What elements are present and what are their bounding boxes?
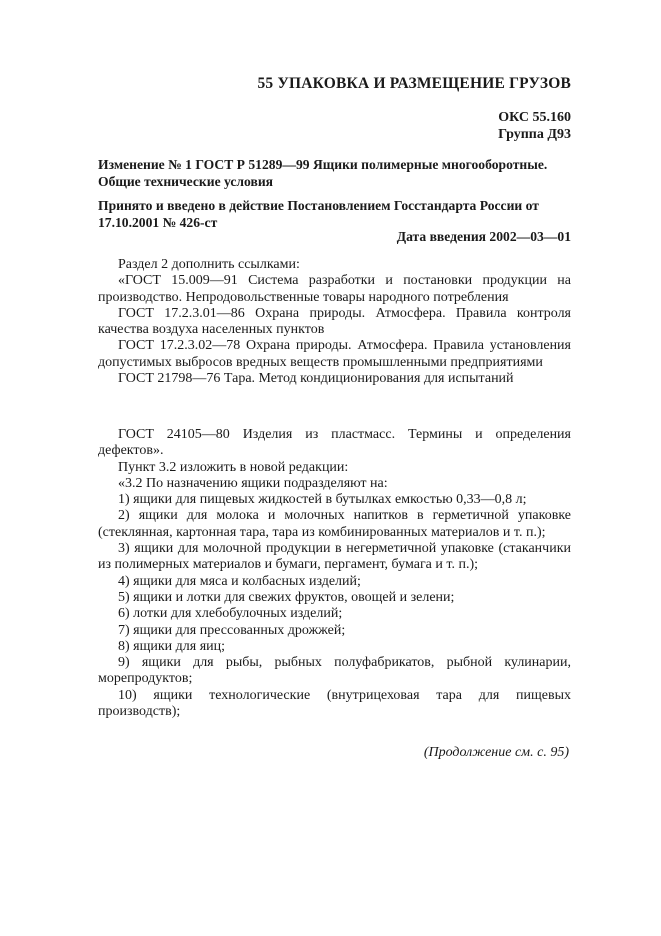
reference-paragraph: ГОСТ 17.2.3.01—86 Охрана природы. Атмосфера. Правила контроля качества воздуха населенных пунктов <box>98 305 571 338</box>
okc-code: ОКС 55.160 <box>498 110 571 125</box>
amendment-body-part-1 <box>98 257 571 387</box>
list-item: 4) ящики для мяса и колбасных изделий; <box>118 573 361 589</box>
list-item: 7) ящики для прессованных дрожжей; <box>118 622 346 638</box>
amendment-title: Изменение № 1 ГОСТ Р 51289—99 Ящики полимерные многооборотные. Общие технические условия <box>98 157 548 189</box>
list-item: 5) ящики и лотки для свежих фруктов, овощей и зелени; <box>118 589 455 605</box>
amendment-body-part-2 <box>98 427 571 720</box>
list-item: 6) лотки для хлебобулочных изделий; <box>118 606 343 622</box>
list-item: 9) ящики для рыбы, рыбных полуфабрикатов, рыбной кулинарии, морепродуктов; <box>98 655 571 687</box>
list-item: 1) ящики для пищевых жидкостей в бутылках емкостью 0,33—0,8 л; <box>118 492 527 508</box>
reference-paragraph: ГОСТ 21798—76 Тара. Метод кондиционирования для испытаний <box>118 371 514 387</box>
list-item: 8) ящики для яиц; <box>118 638 226 654</box>
list-item: 2) ящики для молока и молочных напитков в герметичной упаковке (стеклянная, картонная тара, тара из комбинированных материалов и т. п.); <box>98 508 571 540</box>
reference-paragraph: ГОСТ 17.2.3.02—78 Охрана природы. Атмосфера. Правила установления допустимых выбросов вредных веществ промышленными предприятиями <box>98 338 571 370</box>
continuation-note: (Продолжение см. с. 95) <box>423 745 569 760</box>
section-heading: 55 УПАКОВКА И РАЗМЕЩЕНИЕ ГРУЗОВ <box>257 75 571 92</box>
reference-paragraph: ГОСТ 24105—80 Изделия из пластмасс. Термины и определения дефектов». <box>98 427 571 459</box>
paragraph: Раздел 2 дополнить ссылками: <box>118 257 300 272</box>
group-code: Группа Д93 <box>498 127 571 142</box>
adoption-statement: Принято и введено в действие Постановлением Госстандарта России от 17.10.2001 № 426-ст <box>98 198 539 230</box>
reference-paragraph: «ГОСТ 15.009—91 Система разработки и постановки продукции на производство. Непродовольственные товары народного потребления <box>98 273 571 305</box>
paragraph: Пункт 3.2 изложить в новой редакции: <box>118 459 349 475</box>
effective-date: Дата введения 2002—03—01 <box>396 229 571 244</box>
list-item: 3) ящики для молочной продукции в негерметичной упаковке (стаканчики из полимерных материалов и бумаги, пергамент, бумага и т. п.); <box>98 541 571 573</box>
paragraph: «3.2 По назначению ящики подразделяют на: <box>118 475 388 491</box>
list-item: 10) ящики технологические (внутрицеховая тара для пищевых производств); <box>98 687 571 720</box>
